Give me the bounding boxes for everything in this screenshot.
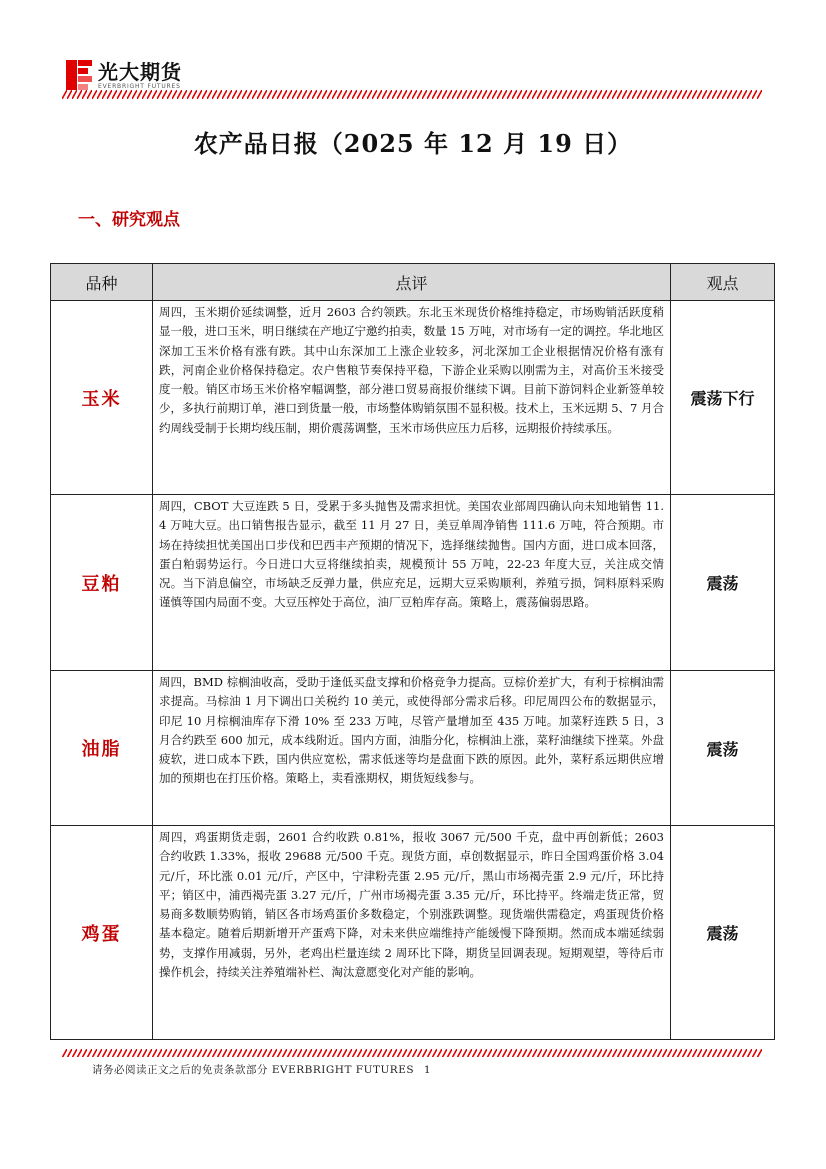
comment-cell: 周四，鸡蛋期货走弱，2601 合约收跌 0.81%，报收 3067 元/500 千克，盘中再创新低；2603 合约收跌 1.33%，报收 29688 元/500 千克。现货方面，卓创数据显示，昨日全国鸡蛋价格 3.04 元/斤，环比涨 0.01 元/斤，产区中，宁津粉壳蛋 2.95 元/斤，黑山市场褐壳蛋 2.9 元/斤，环比持平；销区中，浦西褐壳蛋 3.27 元/斤，广州市场褐壳蛋 3.35 元/斤，环比持平。终端走货正常，贸易商多数顺势购销，销区各市场鸡蛋价多数稳定，个别涨跌调整。现货端供需稳定，鸡蛋现货价格基本稳定。随着后期新增开产蛋鸡下降，对未来供应端维持产能缓慢下降预期。然而成本端延续弱势，支撑作用减弱，另外，老鸡出栏量连续 2 周环比下降，期货呈回调表现。短期观望，等待后市操作机会，持续关注养殖端补栏、淘汰意愿变化对产能的影响。 bbox=[153, 826, 671, 1040]
page-number: 1 bbox=[423, 1064, 432, 1076]
table-row bbox=[51, 495, 775, 671]
footer-disclaimer: 请务必阅读正文之后的免责条款部分 EVERBRIGHT FUTURES bbox=[92, 1064, 415, 1076]
variety-cell: 油脂 bbox=[51, 671, 153, 826]
brand-name-cn: 光大期货 bbox=[98, 60, 182, 84]
header-view: 观点 bbox=[671, 264, 775, 301]
comment-cell: 周四，玉米期价延续调整，近月 2603 合约领跌。东北玉米现货价格维持稳定，市场购销活跃度稍显一般，进口玉米，明日继续在产地辽宁邀约拍卖，数量 15 万吨，对市场有一定的调控。华北地区深加工玉米价格有涨有跌。其中山东深加工上涨企业较多，河北深加工企业根据情况价格有涨有跌，河南企业价格保持稳定。农户售粮节奏保持平稳，下游企业采购以刚需为主，对高价玉米接受度一般。销区市场玉米价格窄幅调整，部分港口贸易商报价继续下调。目前下游饲料企业新签单较少，多执行前期订单，港口到货量一般，市场整体购销氛围不显积极。技术上，玉米远期 5、7 月合约周线受制于长期均线压制，期价震荡调整，玉米市场供应压力后移，远期报价持续承压。 bbox=[153, 301, 671, 495]
table-row bbox=[51, 826, 775, 1040]
view-cell: 震荡下行 bbox=[671, 301, 775, 495]
research-views-table bbox=[50, 263, 775, 1040]
view-cell: 震荡 bbox=[671, 671, 775, 826]
section-heading: 一、研究观点 bbox=[78, 210, 180, 230]
view-cell: 震荡 bbox=[671, 826, 775, 1040]
page-header bbox=[0, 0, 826, 110]
table-row bbox=[51, 301, 775, 495]
variety-cell: 鸡蛋 bbox=[51, 826, 153, 1040]
table-row bbox=[51, 671, 775, 826]
report-title: 农产品日报（2025 年 12 月 19 日） bbox=[193, 129, 633, 158]
table-header-row bbox=[51, 264, 775, 301]
comment-cell: 周四，BMD 棕榈油收高，受助于逢低买盘支撑和价格竞争力提高。豆棕价差扩大，有利于棕榈油需求提高。马棕油 1 月下调出口关税约 10 美元，或使得部分需求后移。印尼周四公布的数据显示，印尼 10 月棕榈油库存下滑 10% 至 233 万吨，尽管产量增加至 435 万吨。加菜籽连跌 5 日，3 月合约跌至 600 加元，成本线附近。国内方面，油脂分化，棕榈油上涨，菜籽油继续下挫菜。外盘疲软，进口成本下跌，国内供应宽松，需求低迷等均是盘面下跌的原因。此外，菜籽系远期供应增加的预期也在打压价格。策略上，卖看涨期权，期货短线参与。 bbox=[153, 671, 671, 826]
view-cell: 震荡 bbox=[671, 495, 775, 671]
header-comment: 点评 bbox=[153, 264, 671, 301]
everbright-logo-icon bbox=[66, 60, 92, 90]
variety-cell: 豆粕 bbox=[51, 495, 153, 671]
footer-divider bbox=[62, 1049, 762, 1057]
brand-name-en: EVERBRIGHT FUTURES bbox=[98, 83, 181, 90]
page-footer bbox=[92, 1062, 431, 1077]
header-divider bbox=[62, 90, 762, 99]
header-variety: 品种 bbox=[51, 264, 153, 301]
comment-cell: 周四，CBOT 大豆连跌 5 日，受累于多头抛售及需求担忧。美国农业部周四确认向未知地销售 11.4 万吨大豆。出口销售报告显示，截至 11 月 27 日，美豆单周净销售 111.6 万吨，符合预期。市场在持续担忧美国出口步伐和巴西丰产预期的情况下，选择继续抛售。国内方面，进口成本回落，蛋白粕弱势运行。今日进口大豆将继续拍卖，规模预计 55 万吨，22-23 年度大豆，关注成交情况。当下消息偏空，市场缺乏反弹力量，供应充足，远期大豆采购顺利，养殖亏损，饲料原料采购谨慎等国内局面不变。大豆压榨处于高位，油厂豆粕库存高。策略上，震荡偏弱思路。 bbox=[153, 495, 671, 671]
variety-cell: 玉米 bbox=[51, 301, 153, 495]
